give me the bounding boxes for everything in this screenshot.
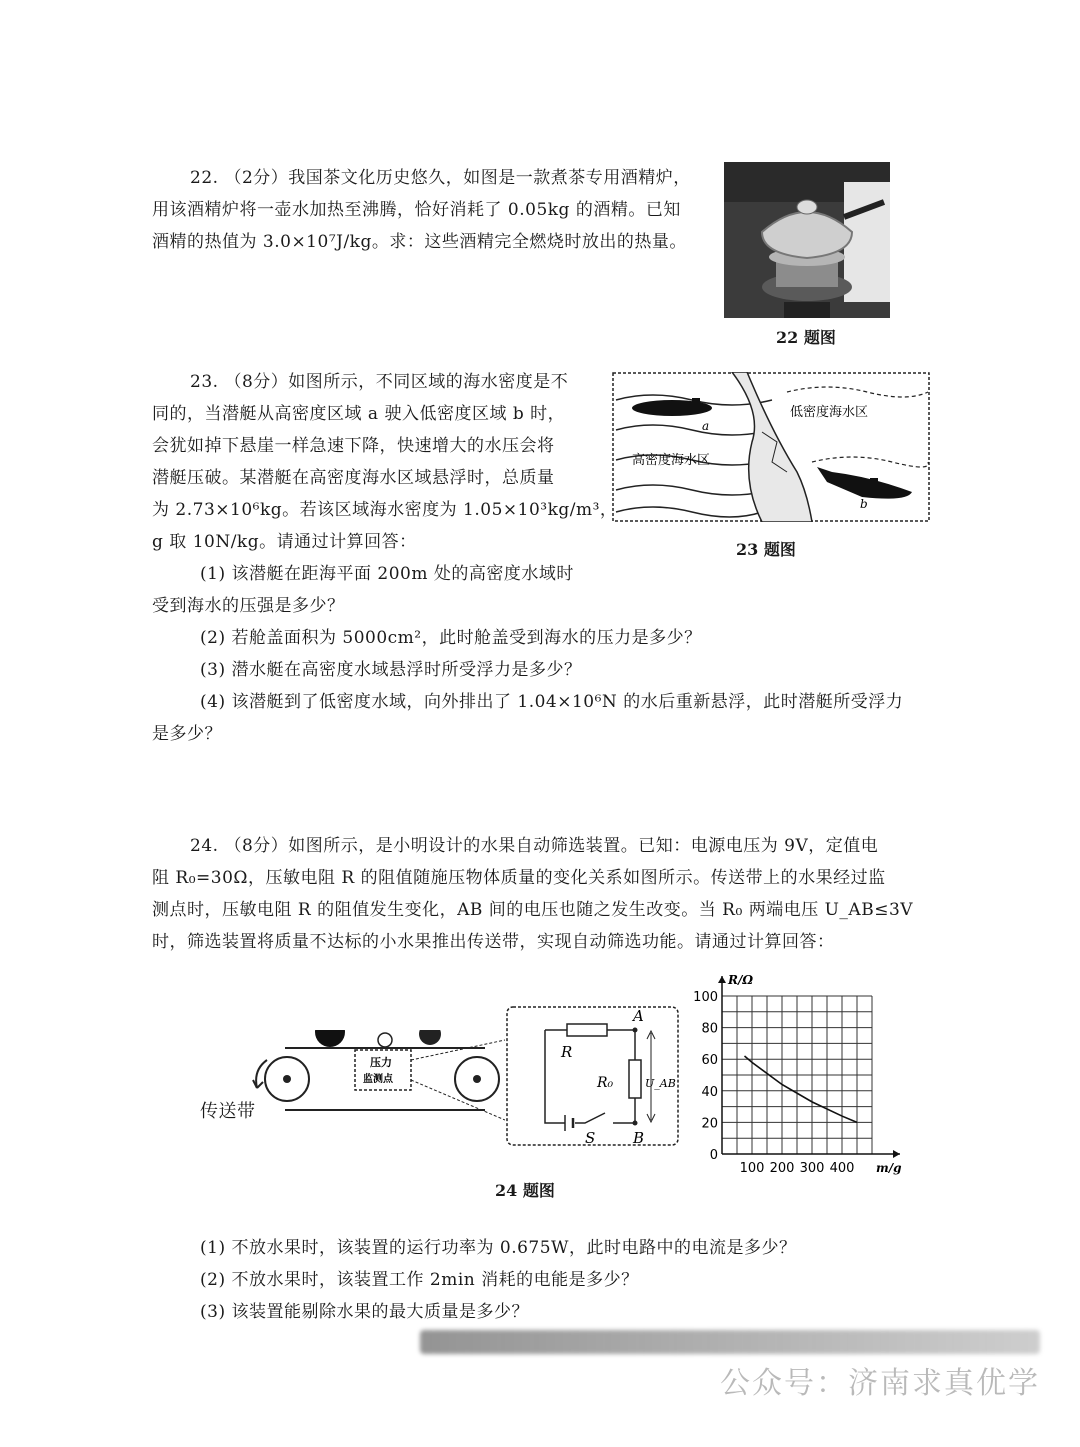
switch-S-label: S xyxy=(585,1129,596,1147)
q23-sub-2: (2) 若舱盖面积为 5000cm²，此时舱盖受到海水的压力是多少？ xyxy=(200,628,702,648)
q24-resistance-mass-chart xyxy=(690,972,910,1180)
q24-line-1: 24. （8分）如图所示，是小明设计的水果自动筛选装置。已知：电源电压为 9V，定值电 xyxy=(190,836,879,856)
q22-alcohol-stove-photo xyxy=(724,162,890,318)
chart-y-tick-label: 0 xyxy=(709,1148,718,1163)
q22-line-1: 22. （2分）我国茶文化历史悠久，如图是一款煮茶专用酒精炉， xyxy=(190,168,691,188)
q23-label-b: b xyxy=(860,497,868,511)
q23-line-6: g 取 10N/kg。请通过计算回答： xyxy=(152,532,417,552)
chart-y-tick-label: 60 xyxy=(701,1053,718,1069)
chart-x-tick-label: 100 xyxy=(739,1161,765,1176)
chart-y-tick-label: 80 xyxy=(701,1021,718,1037)
q24-line-4: 时，筛选装置将质量不达标的小水果推出传送带，实现自动筛选功能。请通过计算回答： xyxy=(152,932,835,952)
q24-line-2: 阻 R₀=30Ω，压敏电阻 R 的阻值随施压物体质量的变化关系如图所示。传送带上的水果经过监 xyxy=(152,868,886,888)
sensor-label-1: 压力 xyxy=(370,1056,392,1069)
q23-sub-1a: (1) 该潜艇在距海平面 200m 处的高密度水域时 xyxy=(200,564,574,584)
q22-line-2: 用该酒精炉将一壶水加热至沸腾，恰好消耗了 0.05kg 的酒精。已知 xyxy=(152,200,681,220)
chart-y-tick-label: 100 xyxy=(693,990,718,1005)
q23-sub-3: (3) 潜水艇在高密度水域悬浮时所受浮力是多少？ xyxy=(200,660,582,680)
node-A-label: A xyxy=(633,1007,644,1025)
sensor-label-2: 监测点 xyxy=(363,1074,393,1085)
chart-series-line xyxy=(745,1056,858,1122)
medium-apple-icon xyxy=(419,1030,441,1045)
chart-x-axis-label: m/g xyxy=(876,1161,902,1175)
q23-label-a: a xyxy=(702,419,710,433)
resistor-R0-label: R₀ xyxy=(597,1075,614,1091)
q23-sub-4b: 是多少？ xyxy=(152,724,222,744)
chart-x-tick-label: 300 xyxy=(799,1161,825,1176)
chart-x-arrow xyxy=(893,1150,900,1158)
q24-caption: 24 题图 xyxy=(495,1181,555,1200)
q23-line-1: 23. （8分）如图所示，不同区域的海水密度是不 xyxy=(190,372,569,392)
chart-x-tick-label: 200 xyxy=(769,1161,795,1176)
q23-high-density-label: 高密度海水区 xyxy=(632,453,711,468)
uab-label: U_AB xyxy=(645,1077,676,1090)
q23-line-4: 潜艇压破。某潜艇在高密度海水区域悬浮时，总质量 xyxy=(152,468,555,488)
q23-line-5: 为 2.73×10⁶kg。若该区域海水密度为 1.05×10³kg/m³， xyxy=(152,500,618,520)
blurred-footer-text xyxy=(420,1330,1040,1354)
q23-seawater-diagram xyxy=(612,372,930,522)
q24-circuit-diagram xyxy=(505,1005,680,1147)
big-apple-icon xyxy=(315,1030,345,1047)
chart-x-tick-label: 400 xyxy=(829,1161,855,1176)
resistor-R-label: R xyxy=(561,1043,573,1061)
q23-sub-1b: 受到海水的压强是多少？ xyxy=(152,596,345,616)
q24-sub-1: (1) 不放水果时，该装置的运行功率为 0.675W，此时电路中的电流是多少？ xyxy=(200,1238,797,1258)
q24-sub-2: (2) 不放水果时，该装置工作 2min 消耗的电能是多少？ xyxy=(200,1270,639,1290)
chart-y-tick-label: 40 xyxy=(701,1084,718,1100)
node-B-label: B xyxy=(633,1129,645,1147)
q24-line-3: 测点时，压敏电阻 R 的阻值发生变化，AB 间的电压也随之发生改变。当 R₀ 两端电压 U_AB≤3V xyxy=(152,900,914,920)
chart-y-tick-label: 20 xyxy=(701,1116,718,1132)
chart-y-arrow xyxy=(718,976,726,983)
q22-caption: 22 题图 xyxy=(776,328,836,347)
q23-caption: 23 题图 xyxy=(736,540,796,559)
q23-low-density-label: 低密度海水区 xyxy=(790,405,869,420)
q23-line-3: 会犹如掉下悬崖一样急速下降，快速增大的水压会将 xyxy=(152,436,555,456)
watermark: 公众号：济南求真优学 xyxy=(720,1366,1040,1401)
belt-label: 传送带 xyxy=(200,1101,256,1122)
q23-line-2: 同的，当潜艇从高密度区域 a 驶入低密度区域 b 时， xyxy=(152,404,566,424)
small-apple-icon xyxy=(378,1033,392,1047)
chart-y-axis-label: R/Ω xyxy=(728,973,754,987)
q24-sub-3: (3) 该装置能剔除水果的最大质量是多少？ xyxy=(200,1302,529,1322)
q22-line-3: 酒精的热值为 3.0×10⁷J/kg。求：这些酒精完全燃烧时放出的热量。 xyxy=(152,232,687,252)
q23-sub-4a: (4) 该潜艇到了低密度水域，向外排出了 1.04×10⁶N 的水后重新悬浮，此时潜艇所受浮力 xyxy=(200,692,904,712)
